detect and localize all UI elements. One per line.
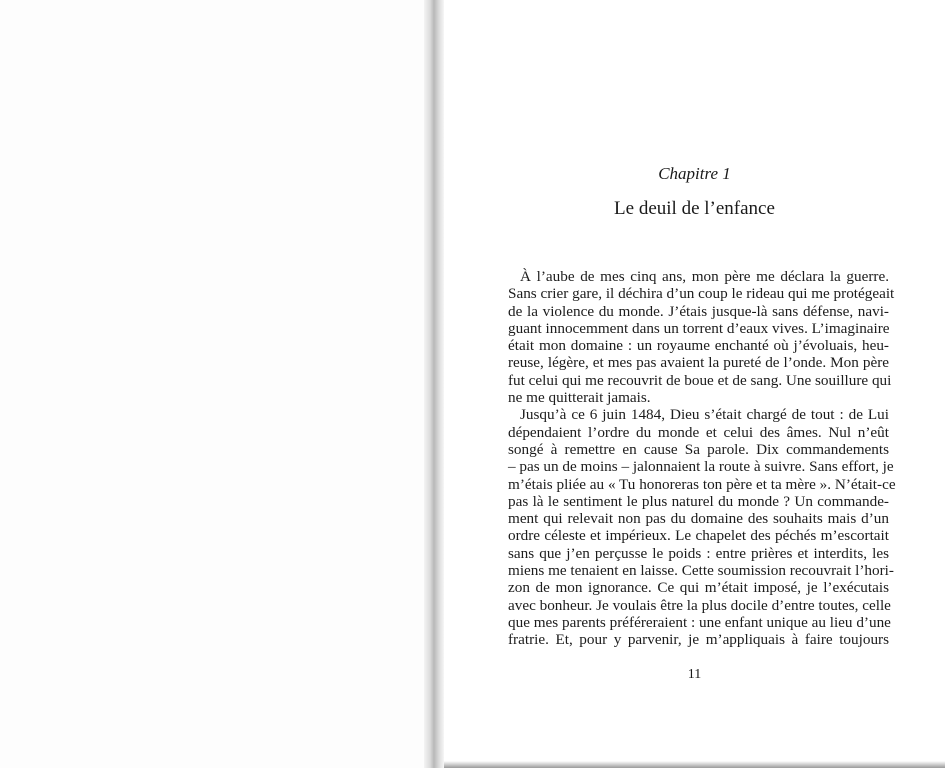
text-line: sans que j’en perçusse le poids : entre prières et interdits, les — [508, 544, 889, 562]
text-line: ne me quitterait jamais. — [508, 389, 651, 407]
text-line: miens me tenaient en laisse. Cette soumission recouvrait l’hori- — [508, 562, 894, 580]
book-gutter — [424, 0, 444, 768]
chapter-title: Le deuil de l’enfance — [614, 198, 775, 219]
page-number: 11 — [687, 667, 702, 682]
text-line: – pas un de moins – jalonnaient la route à suivre. Sans effort, je — [508, 458, 894, 476]
text-line: zon de mon ignorance. Ce qui m’était imposé, je l’exécutais — [508, 579, 889, 597]
chapter-label: Chapitre 1 — [658, 164, 731, 183]
text-line: m’étais pliée au « Tu honoreras ton père et ta mère ». N’était-ce — [508, 475, 896, 493]
text-line: À l’aube de mes cinq ans, mon père me déclara la guerre. — [520, 268, 889, 285]
text-line: ment qui relevait non pas du domaine des souhaits mais d’un — [508, 510, 889, 528]
text-line: pas là le sentiment le plus naturel du monde ? Un commande- — [508, 492, 889, 510]
text-line: songé à remettre en cause Sa parole. Dix commandements — [508, 440, 889, 458]
left-page-blank — [0, 0, 430, 768]
text-line: fratrie. Et, pour y parvenir, je m’appliquais à faire toujours — [508, 631, 889, 649]
text-line: reuse, légère, et mes pas avaient la pureté de l’onde. Mon père — [508, 354, 889, 372]
text-line: de la violence du monde. J’étais jusque-là sans défense, navi- — [508, 302, 889, 320]
text-line: était mon domaine : un royaume enchanté où j’évoluais, heu- — [508, 337, 889, 355]
text-line: fut celui qui me recouvrit de boue et de sang. Une souillure qui — [508, 371, 892, 389]
text-line: guant innocemment dans un torrent d’eaux vives. L’imaginaire — [508, 319, 890, 337]
text-line: avec bonheur. Je voulais être la plus docile d’entre toutes, celle — [508, 596, 891, 614]
text-line: que mes parents préféreraient : une enfant unique au lieu d’une — [508, 613, 891, 631]
text-line: ordre céleste et impérieux. Le chapelet des péchés m’escortait — [508, 527, 889, 545]
page-bottom-edge — [444, 761, 945, 768]
chapter-body-text — [508, 268, 896, 649]
text-line: dépendaient l’ordre du monde et celui des âmes. Nul n’eût — [508, 423, 889, 441]
text-line: Jusqu’à ce 6 juin 1484, Dieu s’était chargé de tout : de Lui — [520, 406, 889, 424]
text-line: Sans crier gare, il déchira d’un coup le rideau qui me protégeait — [508, 285, 895, 303]
